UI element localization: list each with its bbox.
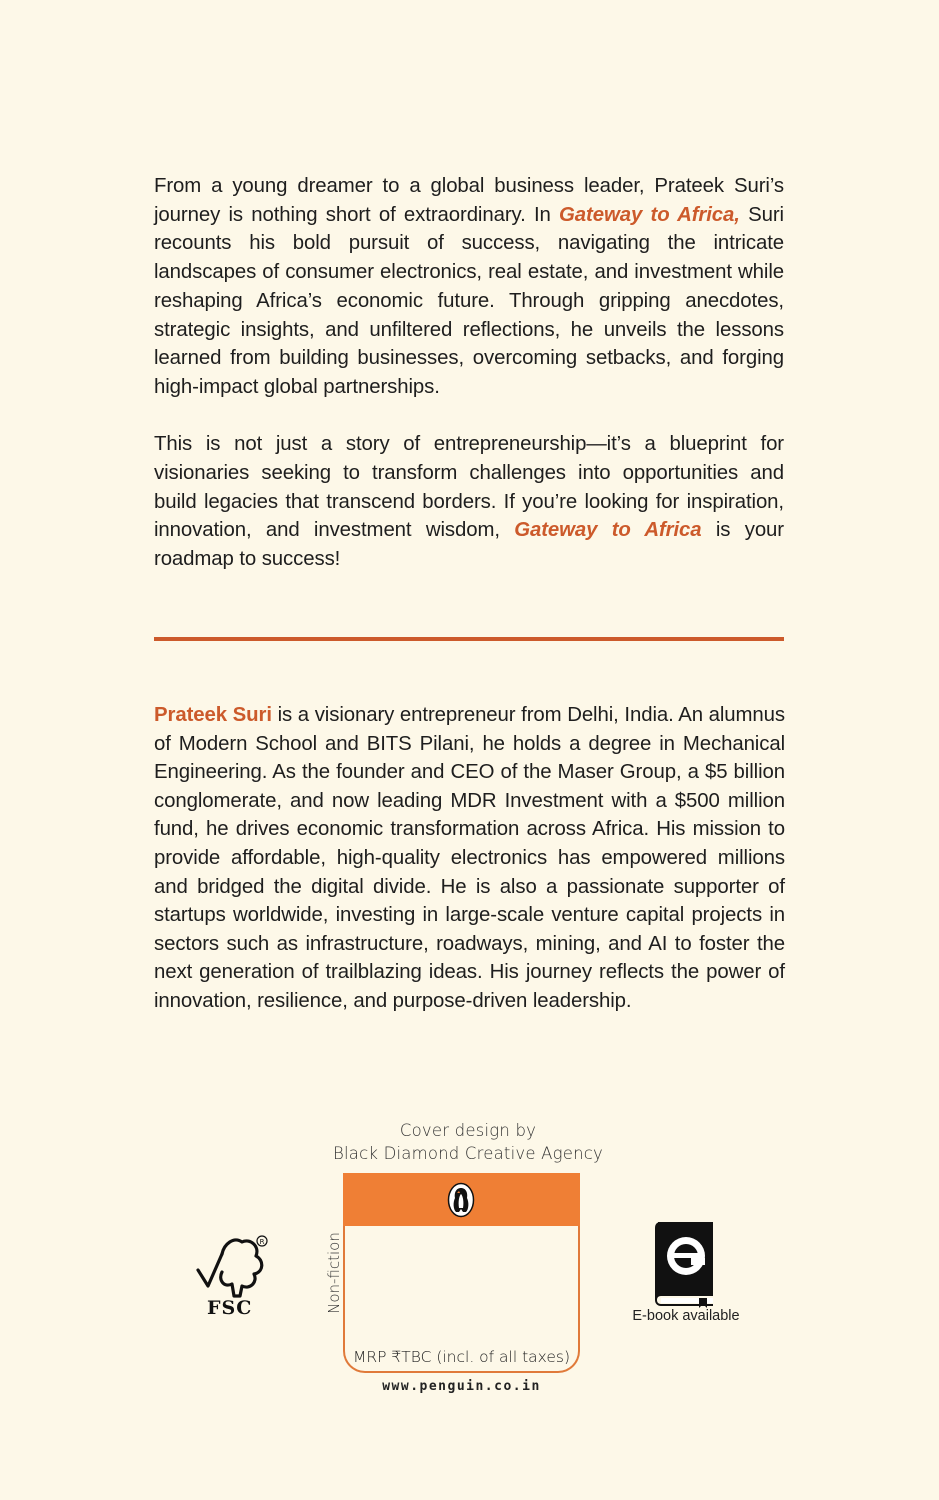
bio-text: is a visionary entrepreneur from Delhi, India. An alumnus of Modern School and BITS Pilani, he holds a degree in Mechanical Engineering. As the founder and CEO of the Maser Group, a $5 billion conglomerate, and now leading MDR Investment with a $500 million fund, he drives economic transformation across Africa. His mission to provide affordable, high-quality electronics has empowered millions and bridged the digital divide. He is also a passionate supporter of startups worldwide, investing in large-scale venture capital projects in sectors such as infrastructure, roadways, mining, and AI to foster the next generation of trailblazing ideas. His journey reflects the power of innovation, resilience, and purpose-driven leadership. bbox=[154, 704, 786, 1012]
genre-label: Non-fiction bbox=[325, 1232, 343, 1314]
ebook-label: E-book available bbox=[632, 1308, 740, 1324]
book-title-emphasis: Gateway to Africa, bbox=[559, 203, 740, 226]
mrp-price: MRP ₹TBC (incl. of all taxes) bbox=[352, 1348, 571, 1366]
blurb-text: From a young dreamer to a global business leader, Prateek Suri’s journey is nothing short of extraordinary. In bbox=[154, 175, 784, 226]
blurb-paragraph-2 bbox=[154, 430, 784, 574]
svg-text:R: R bbox=[259, 1238, 265, 1246]
blurb-text: This is not just a story of entrepreneurship—it’s a blueprint for visionaries seeking to transform challenges into opportunities and build legacies that transcend borders. If you’re looking for inspiration, innovation, and investment wisdom, bbox=[154, 433, 784, 542]
blurb-text: is your roadmap to success! bbox=[154, 519, 784, 571]
cover-credit bbox=[300, 1119, 636, 1165]
credit-line-2: Black Diamond Creative Agency bbox=[333, 1144, 603, 1163]
divider-rule bbox=[154, 637, 784, 641]
author-name: Prateek Suri bbox=[154, 704, 272, 726]
ebook-icon bbox=[655, 1220, 717, 1308]
author-bio bbox=[154, 701, 785, 1016]
blurb-text: Suri recounts his bold pursuit of success, navigating the intricate landscapes of consumer electronics, real estate, and investment while reshaping Africa’s economic future. Through gripping anecdotes, strategic insights, and unfiltered reflections, he unveils the lessons learned from building businesses, overcoming setbacks, and forging high-impact global partnerships. bbox=[154, 203, 784, 398]
penguin-logo-icon bbox=[447, 1182, 475, 1218]
book-blurb bbox=[154, 172, 784, 574]
publisher-url: www.penguin.co.in bbox=[382, 1379, 541, 1394]
book-title-emphasis: Gateway to Africa bbox=[514, 519, 702, 542]
credit-line-1: Cover design by bbox=[399, 1121, 537, 1140]
blurb-paragraph-1 bbox=[154, 172, 784, 402]
fsc-label: FSC bbox=[207, 1297, 253, 1319]
